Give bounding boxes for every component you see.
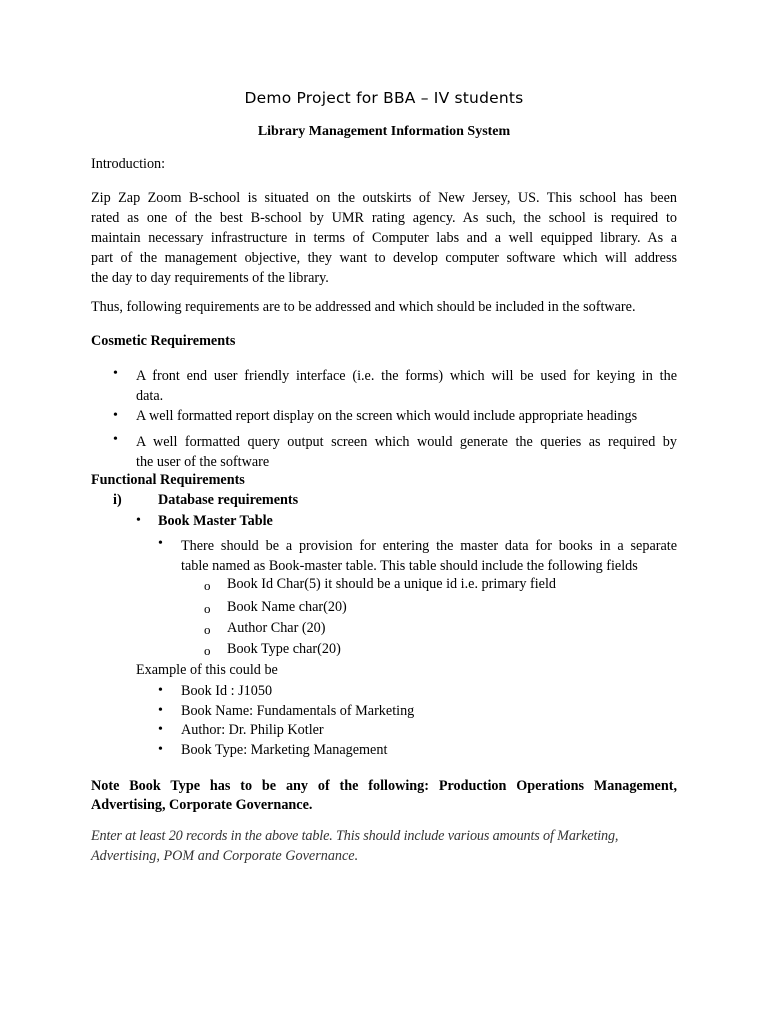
cosmetic-heading: Cosmetic Requirements <box>91 333 236 349</box>
example-heading: Example of this could be <box>136 662 278 678</box>
database-requirements-heading: Database requirements <box>158 492 299 508</box>
example-item: Book Id : J1050 <box>181 683 273 699</box>
cosmetic-item-line: A front end user friendly interface (i.e. the forms) which will be used for keying in the <box>136 368 677 384</box>
bullet-icon: • <box>158 683 163 698</box>
intro-line: Zip Zap Zoom B-school is situated on the outskirts of New Jersey, US. This school has been <box>91 190 677 206</box>
bullet-icon: • <box>158 703 163 718</box>
document-subtitle: Library Management Information System <box>257 124 511 139</box>
circle-bullet-icon: o <box>204 643 211 658</box>
field-item: Book Id Char(5) it should be a unique id i.e. primary field <box>227 576 557 592</box>
intro-line: rated as one of the best B-school by UMR rating agency. As such, the school is required to <box>91 210 677 226</box>
bullet-icon: • <box>113 432 118 447</box>
instruction-line: Enter at least 20 records in the above table. This should include various amounts of Marketing, <box>91 828 619 844</box>
thus-paragraph: Thus, following requirements are to be addressed and which should be included in the software. <box>91 299 636 315</box>
circle-bullet-icon: o <box>204 601 211 616</box>
functional-heading: Functional Requirements <box>91 472 245 488</box>
cosmetic-item: A well formatted report display on the screen which would include appropriate headings <box>136 408 638 424</box>
provision-line: There should be a provision for entering the master data for books in a separate <box>181 538 677 554</box>
cosmetic-item <box>136 432 677 472</box>
bullet-icon: • <box>136 513 141 528</box>
field-item: Book Name char(20) <box>227 599 347 615</box>
cosmetic-item-line: the user of the software <box>136 454 270 470</box>
circle-bullet-icon: o <box>204 578 211 593</box>
roman-numeral: i) <box>113 492 122 508</box>
document-title: Demo Project for BBA – IV students <box>244 89 524 107</box>
instruction-line: Advertising, POM and Corporate Governance. <box>91 848 359 864</box>
bullet-icon: • <box>113 408 118 423</box>
circle-bullet-icon: o <box>204 622 211 637</box>
intro-heading: Introduction: <box>91 156 166 172</box>
bullet-icon: • <box>113 366 118 381</box>
example-item: Author: Dr. Philip Kotler <box>181 722 324 738</box>
intro-paragraph <box>91 188 677 288</box>
bullet-icon: • <box>158 722 163 737</box>
note-line: Advertising, Corporate Governance. <box>91 797 313 813</box>
bullet-icon: • <box>158 742 163 757</box>
bullet-icon: • <box>158 536 163 551</box>
example-item: Book Name: Fundamentals of Marketing <box>181 703 415 719</box>
provision-line: table named as Book-master table. This table should include the following fields <box>181 558 638 574</box>
intro-line: part of the management objective, they want to develop computer software which will address <box>91 250 677 266</box>
note-paragraph <box>91 777 677 815</box>
note-line: Note Book Type has to be any of the following: Production Operations Management, <box>91 778 677 794</box>
example-item: Book Type: Marketing Management <box>181 742 388 758</box>
cosmetic-item-line: data. <box>136 388 164 404</box>
field-item: Author Char (20) <box>227 620 326 636</box>
provision-paragraph <box>181 536 677 576</box>
intro-line: the day to day requirements of the library. <box>91 270 329 286</box>
field-item: Book Type char(20) <box>227 641 341 657</box>
book-master-heading: Book Master Table <box>158 513 273 529</box>
cosmetic-item <box>136 366 677 406</box>
cosmetic-item-line: A well formatted query output screen which would generate the queries as required by <box>136 434 677 450</box>
intro-line: maintain necessary infrastructure in terms of Computer labs and a well equipped library. As a <box>91 230 677 246</box>
